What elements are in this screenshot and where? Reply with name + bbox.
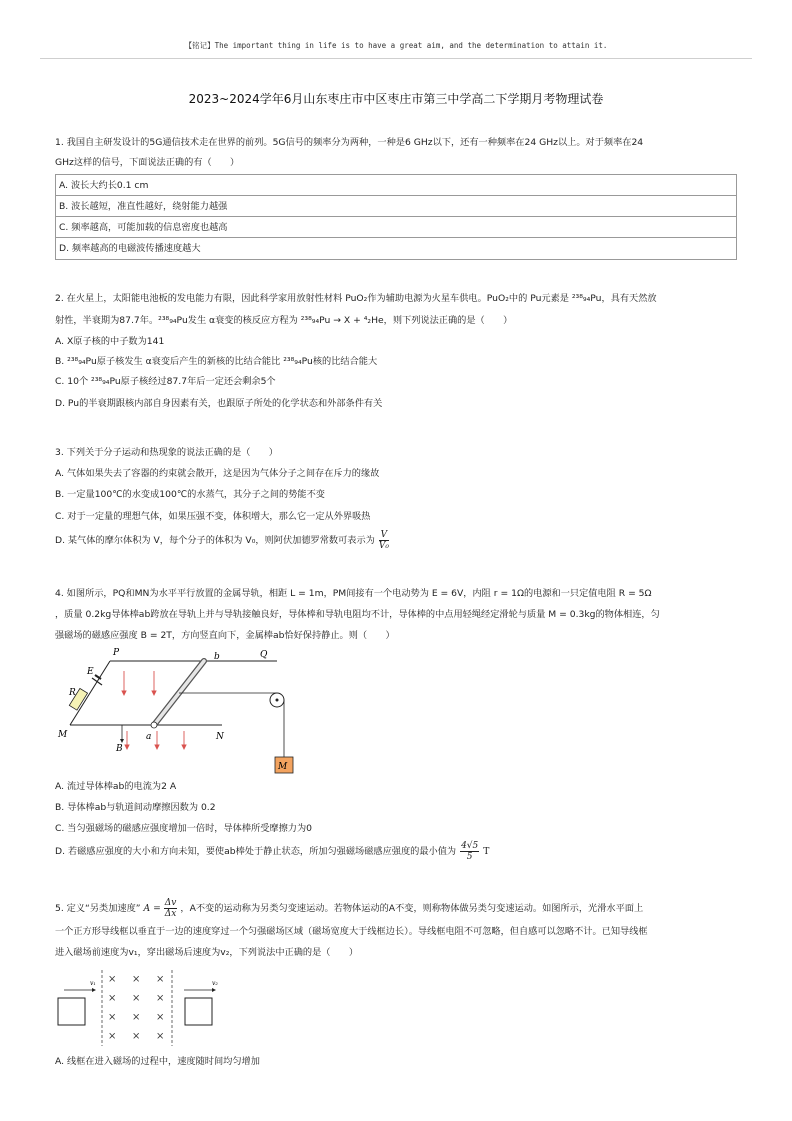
q1-option-c[interactable]: C. 频率越高，可能加载的信息密度也越高: [56, 217, 736, 238]
v1-arrowhead: [92, 988, 96, 992]
label-n: N: [216, 732, 224, 742]
q2-stem-line1: 2. 在火星上，太阳能电池板的发电能力有限，因此科学家用放射性材料 PuO₂作为辅助电源为火星车供电。PuO₂中的 Pu元素是 ²³⁸₉₄Pu，具有天然放: [55, 293, 657, 304]
svg-text:×: ×: [132, 993, 141, 1004]
q3-option-d-text: D. 某气体的摩尔体积为 V，每个分子的体积为 V₀，则阿伏加德罗常数可表示为: [55, 534, 375, 546]
q4-frac-denominator: 5: [466, 852, 473, 862]
label-v1: v₁: [90, 980, 96, 987]
label-v2: v₂: [212, 980, 218, 987]
q3-option-d[interactable]: [55, 530, 389, 551]
q5-figure: [52, 966, 232, 1048]
b-arrowhead: [120, 739, 124, 743]
svg-text:×: ×: [108, 1031, 117, 1042]
svg-text:×: ×: [156, 993, 165, 1004]
svg-text:×: ×: [156, 1031, 165, 1042]
q4-option-d[interactable]: [55, 841, 489, 862]
q5-option-a[interactable]: A. 线框在进入磁场的过程中，速度随时间均匀增加: [55, 1056, 260, 1067]
q5-frac-numerator: Δv: [164, 898, 177, 908]
header-divider: [40, 58, 752, 59]
q3-frac-denominator: V₀: [378, 541, 389, 551]
q3-option-a[interactable]: A. 气体如果失去了容器的约束就会散开，这是因为气体分子之间存在斥力的缘故: [55, 468, 380, 479]
svg-text:×: ×: [132, 1012, 141, 1023]
page-title: 2023~2024学年6月山东枣庄市中区枣庄市第三中学高二下学期月考物理试卷: [188, 92, 604, 106]
svg-text:×: ×: [156, 1012, 165, 1023]
label-b: b: [214, 652, 220, 662]
q1-stem-line2: GHz这样的信号，下面说法正确的有（ ）: [55, 157, 240, 168]
svg-text:×: ×: [108, 1012, 117, 1023]
label-e: E: [87, 667, 94, 677]
q4-stem-line1: 4. 如图所示，PQ和MN为水平平行放置的金属导轨，相距 L = 1m，PM间接有一个电动势为 E = 6V，内阻 r = 1Ω的电源和一只定值电阻 R = 5Ω: [55, 588, 652, 599]
svg-text:×: ×: [108, 993, 117, 1004]
q2-option-d[interactable]: D. Pu的半衰期跟核内部自身因素有关，也跟原子所处的化学状态和外部条件有关: [55, 398, 383, 409]
q5-stem-line2: 一个正方形导线框以垂直于一边的速度穿过一个匀强磁场区域（磁场宽度大于线框边长）。导线框电阻不可忽略，但自感可以忽略不计。已知导线框: [55, 926, 648, 937]
rod-end-a: [151, 722, 157, 728]
label-q: Q: [260, 650, 268, 660]
label-mass: M: [278, 762, 288, 772]
q2-option-c[interactable]: C. 10个 ²³⁸₉₄Pu原子核经过87.7年后一定还会剩余5个: [55, 376, 276, 387]
q3-frac-numerator: V: [380, 530, 388, 540]
svg-text:×: ×: [132, 1031, 141, 1042]
q4-option-a[interactable]: A. 流过导体棒ab的电流为2 A: [55, 781, 177, 792]
q1-stem-line1: 1. 我国自主研发设计的5G通信技术走在世界的前列。5G信号的频率分为两种，一种是6 GHz以下，还有一种频率在24 GHz以上。对于频率在24: [55, 137, 644, 148]
svg-text:×: ×: [156, 974, 165, 985]
svg-text:×: ×: [132, 974, 141, 985]
frame-left: [58, 998, 85, 1025]
q5-stem-pre: 5. 定义“另类加速度”: [55, 902, 141, 914]
q5-frac-denominator: Δx: [164, 909, 177, 919]
svg-text:×: ×: [108, 974, 117, 985]
q3-fraction: [379, 530, 389, 551]
q2-option-b[interactable]: B. ²³⁸₉₄Pu原子核发生 α衰变后产生的新核的比结合能比 ²³⁸₉₄Pu核的比结合能大: [55, 356, 378, 367]
q3-option-b[interactable]: B. 一定量100℃的水变成100℃的水蒸气，其分子之间的势能不变: [55, 489, 325, 500]
q4-option-c[interactable]: C. 当匀强磁场的磁感应强度增加一倍时，导体棒所受摩擦力为0: [55, 823, 312, 834]
field-crosses: [108, 974, 164, 1042]
q5-fraction: [164, 898, 178, 919]
q1-option-b[interactable]: B. 波长越短，准直性越好，绕射能力越强: [56, 196, 736, 217]
q3-stem: 3. 下列关于分子运动和热现象的说法正确的是（ ）: [55, 447, 278, 458]
pulley-axle: [276, 699, 279, 702]
q4-stem-line3: 强磁场的磁感应强度 B = 2T，方向竖直向下，金属棒ab恰好保持静止。则（ ）: [55, 630, 395, 641]
q5-stem-post: ，A不变的运动称为另类匀变速运动。若物体运动的A不变，则称物体做另类匀变速运动。如图所示，光滑水平面上: [180, 902, 644, 914]
field-lines-red: [122, 671, 186, 749]
q4-option-b[interactable]: B. 导体棒ab与轨道间动摩擦因数为 0.2: [55, 802, 216, 813]
q2-option-a[interactable]: A. X原子核的中子数为141: [55, 336, 165, 347]
motto-banner: 【铭记】The important thing in life is to have a great aim, and the determination to attain it.: [184, 41, 608, 50]
label-r: R: [69, 688, 76, 698]
q1-options-table: [55, 174, 737, 260]
q1-option-d[interactable]: D. 频率越高的电磁波传播速度越大: [59, 243, 201, 254]
q2-stem-line2: 射性，半衰期为87.7年。²³⁸₉₄Pu发生 α衰变的核反应方程为 ²³⁸₉₄Pu → X + ⁴₂He，则下列说法正确的是（ ）: [55, 315, 513, 326]
q5-stem-line3: 进入磁场前速度为v₁，穿出磁场后速度为v₂，下列说法中正确的是（ ）: [55, 947, 359, 958]
label-m: M: [58, 730, 68, 740]
label-p: P: [113, 648, 120, 658]
q5-stem-line1: [55, 898, 745, 919]
q4-frac-numerator: 4√5: [461, 841, 479, 851]
q4-figure: [52, 645, 312, 780]
q1-option-a[interactable]: A. 波长大约长0.1 cm: [56, 175, 736, 196]
q4-option-d-text: D. 若磁感应强度的大小和方向未知，要使ab棒处于静止状态，所加匀强磁场磁感应强度的最小值为: [55, 845, 457, 857]
label-field-b: B: [116, 744, 123, 754]
q4-stem-line2: ，质量 0.2kg导体棒ab跨放在导轨上并与导轨接触良好，导体棒和导轨电阻均不计，导体棒的中点用轻绳经定滑轮与质量 M = 0.3kg的物体相连，匀: [55, 609, 660, 620]
q3-option-c[interactable]: C. 对于一定量的理想气体，如果压强不变，体积增大，那么它一定从外界吸热: [55, 511, 371, 522]
q4-fraction: [460, 841, 479, 862]
label-a: a: [146, 732, 152, 742]
frame-right: [185, 998, 212, 1025]
q5-eq-lhs: A =: [143, 902, 161, 914]
v2-arrowhead: [212, 988, 216, 992]
q4-unit: T: [483, 845, 490, 857]
